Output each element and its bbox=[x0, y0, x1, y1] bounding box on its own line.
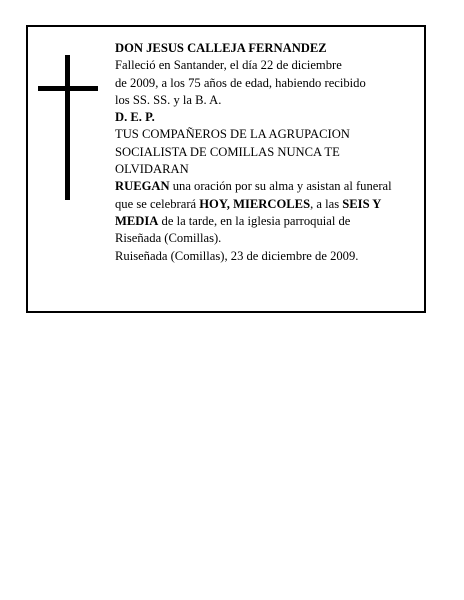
deceased-name: DON JESUS CALLEJA FERNANDEZ bbox=[115, 41, 327, 55]
funeral-line-3-rest: de la tarde, en la iglesia parroquial de bbox=[158, 213, 351, 228]
funeral-line-4: Riseñada (Comillas). bbox=[115, 231, 222, 246]
funeral-time-part-2: MEDIA bbox=[115, 213, 159, 228]
death-line-1: Falleció en Santander, el día 22 de diciembre bbox=[115, 58, 342, 73]
funeral-line-2 bbox=[115, 196, 423, 213]
cross-icon bbox=[38, 55, 98, 200]
funeral-line-2-start: que se celebrará bbox=[115, 196, 200, 211]
funeral-line-1 bbox=[115, 178, 423, 195]
death-line-3: los SS. SS. y la B. A. bbox=[115, 92, 222, 107]
funeral-time-part-1: SEIS Y bbox=[342, 196, 382, 211]
funeral-line-3 bbox=[115, 213, 423, 230]
notice-text bbox=[115, 40, 423, 265]
cross-vertical-bar bbox=[65, 55, 70, 200]
cross-horizontal-bar bbox=[38, 86, 98, 91]
obituary-notice bbox=[26, 25, 426, 313]
tribute-line-1: TUS COMPAÑEROS DE LA AGRUPACION bbox=[115, 127, 350, 142]
place-date: Ruiseñada (Comillas), 23 de diciembre de 2009. bbox=[115, 248, 359, 263]
tribute-line-3: OLVIDARAN bbox=[115, 162, 189, 177]
ruegan-word: RUEGAN bbox=[115, 179, 170, 194]
dep-line: D. E. P. bbox=[115, 110, 155, 125]
funeral-day: HOY, MIERCOLES bbox=[199, 196, 311, 211]
death-line-2: de 2009, a los 75 años de edad, habiendo recibido bbox=[115, 75, 366, 90]
funeral-line-2-mid: , a las bbox=[310, 196, 343, 211]
tribute-line-2: SOCIALISTA DE COMILLAS NUNCA TE bbox=[115, 144, 340, 159]
funeral-line-1-rest: una oración por su alma y asistan al funeral bbox=[169, 179, 392, 194]
